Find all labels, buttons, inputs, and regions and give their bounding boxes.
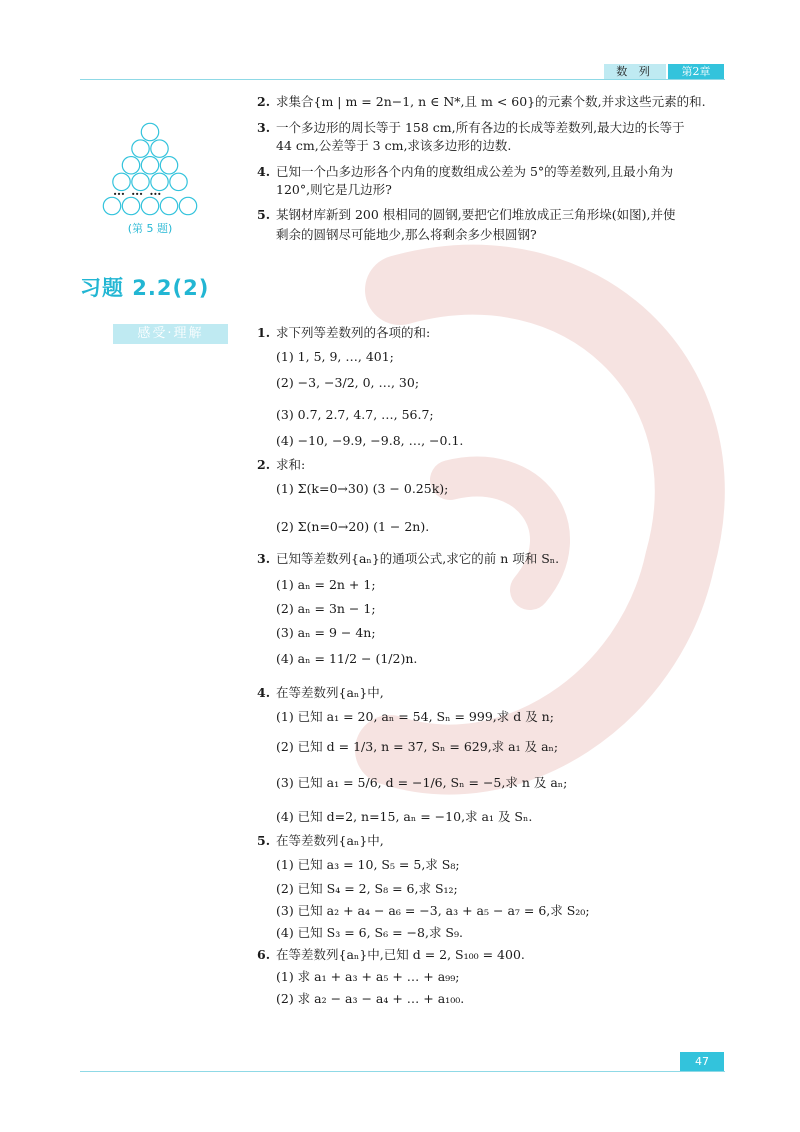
watermark-swirl [330, 230, 750, 850]
exercise-number: 2. [257, 457, 271, 472]
circle-mark [179, 197, 196, 214]
exercise-line [257, 119, 685, 137]
exercise-text: (2) aₙ = 3n − 1; [276, 601, 376, 616]
circle-mark [141, 123, 158, 140]
exercise-text: 某钢材库新到 200 根相同的圆钢,要把它们堆放成正三角形垛(如图),并使 [276, 207, 676, 222]
exercise-line [257, 550, 559, 568]
circle-mark [151, 140, 168, 157]
exercise-line [257, 181, 392, 199]
circle-mark [103, 197, 120, 214]
exercise-line [257, 456, 305, 474]
exercise-line [257, 374, 419, 392]
exercise-text: 在等差数列{aₙ}中,已知 d = 2, S₁₀₀ = 400. [276, 947, 525, 962]
exercise-text: 求集合{m | m = 2n−1, n ∈ N*,且 m < 60}的元素个数,并求这些元素的和. [276, 94, 706, 109]
exercise-line [257, 624, 376, 642]
exercise-number: 4. [257, 685, 271, 700]
exercise-line [257, 206, 676, 224]
exercise-number: 4. [257, 164, 271, 179]
exercise-text: 在等差数列{aₙ}中, [276, 685, 384, 700]
exercise-text: (4) aₙ = 11/2 − (1/2)n. [276, 651, 418, 666]
exercise-text: 在等差数列{aₙ}中, [276, 833, 384, 848]
exercise-line [257, 324, 430, 342]
circle-triangle-figure [100, 120, 200, 220]
exercise-number: 6. [257, 947, 271, 962]
exercise-line [257, 774, 567, 792]
exercise-number: 3. [257, 551, 271, 566]
page-number: 47 [680, 1052, 724, 1071]
exercise-line [257, 576, 376, 594]
exercise-number: 2. [257, 94, 271, 109]
exercise-text: (2) −3, −3/2, 0, …, 30; [276, 375, 420, 390]
exercise-line [257, 924, 463, 942]
exercise-line [257, 708, 554, 726]
exercise-line [257, 968, 459, 986]
exercise-line [257, 348, 394, 366]
exercise-text: 44 cm,公差等于 3 cm,求该多边形的边数. [276, 138, 512, 153]
exercise-text: (2) 已知 S₄ = 2, S₈ = 6,求 S₁₂; [276, 881, 458, 896]
exercise-line [257, 650, 417, 668]
figure-ellipsis: … … … [113, 184, 163, 198]
exercise-line [257, 518, 429, 536]
chapter-number: 第2章 [668, 64, 724, 79]
exercise-line [257, 832, 384, 850]
exercise-line [257, 738, 558, 756]
exercise-text: (2) 求 a₂ − a₃ − a₄ + … + a₁₀₀. [276, 991, 465, 1006]
section-title: 习题 2.2(2) [80, 276, 210, 300]
exercise-text: (4) −10, −9.9, −9.8, …, −0.1. [276, 433, 464, 448]
exercise-text: 已知一个凸多边形各个内角的度数组成公差为 5°的等差数列,且最小角为 [276, 164, 674, 179]
exercise-line [257, 432, 463, 450]
exercise-text: (1) 已知 a₁ = 20, aₙ = 54, Sₙ = 999,求 d 及 n; [276, 709, 554, 724]
footer-rule [80, 1071, 725, 1072]
exercise-text: (1) 1, 5, 9, …, 401; [276, 349, 394, 364]
circle-mark [160, 157, 177, 174]
exercise-text: (3) 已知 a₂ + a₄ − a₆ = −3, a₃ + a₅ − a₇ = 6,求 S₂₀; [276, 903, 590, 918]
exercise-line [257, 902, 590, 920]
figure-caption: (第 5 题) [127, 222, 173, 235]
exercise-line [257, 163, 673, 181]
exercise-line [257, 946, 525, 964]
exercise-text: 已知等差数列{aₙ}的通项公式,求它的前 n 项和 Sₙ. [276, 551, 560, 566]
exercise-line [257, 137, 511, 155]
exercise-line [257, 480, 448, 498]
exercise-text: (4) 已知 S₃ = 6, S₆ = −8,求 S₉. [276, 925, 463, 940]
circle-mark [170, 173, 187, 190]
exercise-text: (2) Σ(n=0→20) (1 − 2n). [276, 519, 430, 534]
exercise-text: (1) Σ(k=0→30) (3 − 0.25k); [276, 481, 449, 496]
exercise-number: 5. [257, 207, 271, 222]
exercise-text: (3) 已知 a₁ = 5/6, d = −1/6, Sₙ = −5,求 n 及 aₙ; [276, 775, 568, 790]
exercise-text: (3) 0.7, 2.7, 4.7, …, 56.7; [276, 407, 434, 422]
exercise-line [257, 856, 460, 874]
exercise-text: (4) 已知 d=2, n=15, aₙ = −10,求 a₁ 及 Sₙ. [276, 809, 533, 824]
exercise-text: 一个多边形的周长等于 158 cm,所有各边的长成等差数列,最大边的长等于 [276, 120, 685, 135]
exercise-number: 3. [257, 120, 271, 135]
header-rule [80, 79, 725, 80]
exercise-number: 1. [257, 325, 271, 340]
exercise-line [257, 406, 434, 424]
exercise-text: (1) aₙ = 2n + 1; [276, 577, 376, 592]
exercise-text: 剩余的圆钢尽可能地少,那么将剩余多少根圆钢? [276, 227, 537, 242]
circle-mark [160, 197, 177, 214]
exercise-text: 求下列等差数列的各项的和: [276, 325, 431, 340]
circle-mark [132, 140, 149, 157]
circle-mark [122, 157, 139, 174]
exercise-text: (2) 已知 d = 1/3, n = 37, Sₙ = 629,求 a₁ 及 aₙ; [276, 739, 559, 754]
circle-mark [122, 197, 139, 214]
exercise-line [257, 226, 537, 244]
chapter-title: 数 列 [604, 64, 666, 79]
exercise-line [257, 990, 464, 1008]
exercise-line [257, 600, 376, 618]
exercise-text: (1) 已知 a₃ = 10, S₅ = 5,求 S₈; [276, 857, 460, 872]
exercise-line [257, 880, 458, 898]
exercise-line [257, 93, 706, 111]
section-tag: 感受·理解 [113, 324, 228, 344]
exercise-line [257, 684, 384, 702]
exercise-text: (3) aₙ = 9 − 4n; [276, 625, 376, 640]
exercise-text: 120°,则它是几边形? [276, 182, 392, 197]
exercise-text: 求和: [276, 457, 306, 472]
exercise-text: (1) 求 a₁ + a₃ + a₅ + … + a₉₉; [276, 969, 460, 984]
circle-mark [141, 197, 158, 214]
circle-mark [141, 157, 158, 174]
exercise-line [257, 808, 532, 826]
exercise-number: 5. [257, 833, 271, 848]
